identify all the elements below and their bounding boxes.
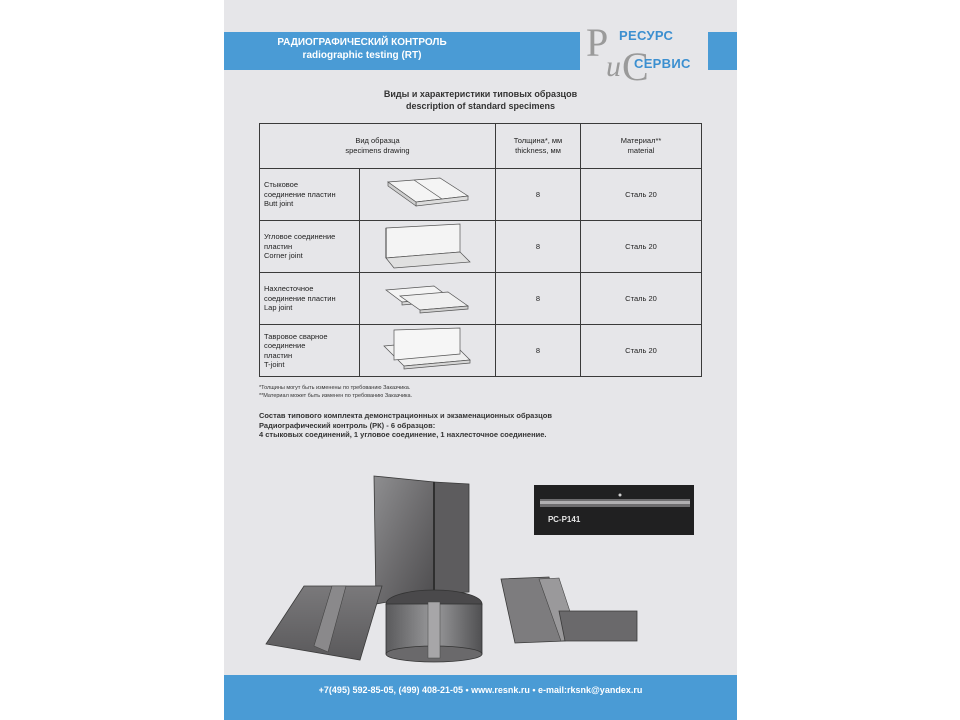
table-header-row xyxy=(260,124,702,169)
lap-plate-photo xyxy=(499,575,639,645)
svg-text:и: и xyxy=(606,50,621,82)
material-value: Сталь 20 xyxy=(581,325,702,377)
header-thickness xyxy=(496,124,581,169)
footnote-material: **Материал может быть изменен по требованию Заказчика. xyxy=(259,393,413,399)
header-title-ru: РАДИОГРАФИЧЕСКИЙ КОНТРОЛЬ xyxy=(277,37,447,48)
kit-composition xyxy=(259,411,552,440)
section-title-ru: Виды и характеристики типовых образцов xyxy=(383,89,578,99)
name-line: Тавровое сварное xyxy=(264,331,328,341)
table-row xyxy=(260,273,702,325)
name-line: T-joint xyxy=(264,360,285,369)
thickness-value: 8 xyxy=(496,221,581,273)
marked-specimen-image xyxy=(534,485,694,535)
name-line: пластин xyxy=(264,241,293,251)
butt-joint-icon xyxy=(380,174,475,214)
table-row xyxy=(260,169,702,221)
thickness-value: 8 xyxy=(496,273,581,325)
name-line: соединение xyxy=(264,341,306,350)
header-material-en: material xyxy=(627,146,655,155)
name-line: соединение пластин xyxy=(264,189,336,199)
header-material xyxy=(581,124,702,169)
header-title-en: radiographic testing (RT) xyxy=(302,50,422,61)
t-joint-icon xyxy=(380,326,475,374)
footer-band xyxy=(224,675,737,720)
name-line: соединение пластин xyxy=(264,293,336,303)
marked-specimen-photo xyxy=(534,485,694,535)
name-line: пластин xyxy=(264,350,293,360)
composition-line: Состав типового комплекта демонстрационных и экзаменационных образцов xyxy=(259,411,552,420)
lap-joint-drawing xyxy=(360,273,496,325)
material-value: Сталь 20 xyxy=(581,221,702,273)
footnote-thickness: *Толщины могут быть изменены по требованию Заказчика. xyxy=(259,385,411,391)
lap-joint-icon xyxy=(380,280,475,316)
specimen-name xyxy=(260,221,360,273)
composition-line: 4 стыковых соединений, 1 угловое соединение, 1 нахлесточное соединение. xyxy=(259,430,547,439)
footnotes xyxy=(259,384,412,400)
t-joint-drawing xyxy=(360,325,496,377)
header-thickness-en: thickness, мм xyxy=(515,146,561,155)
thickness-value: 8 xyxy=(496,325,581,377)
header-drawing-ru: Вид образца xyxy=(355,136,400,145)
lap-plate-image xyxy=(499,575,639,645)
header-band-right xyxy=(708,32,737,70)
header-drawing xyxy=(260,124,496,169)
header-thickness-ru: Толщина*, мм xyxy=(513,136,563,145)
corner-joint-drawing xyxy=(360,221,496,273)
name-line: Стыковое xyxy=(264,180,299,190)
table-row xyxy=(260,221,702,273)
logo-word-top: РЕСУРС xyxy=(619,28,674,43)
name-line: Нахлесточное xyxy=(264,284,314,294)
document-page xyxy=(224,0,737,720)
section-title xyxy=(224,88,737,112)
material-value: Сталь 20 xyxy=(581,169,702,221)
header-title xyxy=(224,36,500,62)
name-line: Butt joint xyxy=(264,199,294,209)
corner-joint-icon xyxy=(380,222,475,270)
logo-word-bottom: СЕРВИС xyxy=(634,56,691,71)
specimens-photo xyxy=(264,474,519,664)
section-title-en: description of standard specimens xyxy=(405,101,556,111)
table-row xyxy=(260,325,702,377)
specimens-photo-image xyxy=(264,474,519,664)
svg-text:С: С xyxy=(622,44,649,82)
name-line: Lap joint xyxy=(264,303,293,313)
composition-line: Радиографический контроль (РК) - 6 образцов: xyxy=(259,420,436,430)
specimen-name xyxy=(260,169,360,221)
footer-contacts: +7(495) 592-85-05, (499) 408-21-05 • www.resnk.ru • e-mail:rksnk@yandex.ru xyxy=(318,685,643,695)
name-line: Угловое соединение xyxy=(264,232,336,242)
butt-joint-drawing xyxy=(360,169,496,221)
specimen-name xyxy=(260,325,360,377)
header-drawing-en: specimens drawing xyxy=(345,146,410,155)
specimen-name xyxy=(260,273,360,325)
svg-text:Р: Р xyxy=(586,20,609,65)
specimen-marking: РС-Р141 xyxy=(548,515,581,524)
thickness-value: 8 xyxy=(496,169,581,221)
material-value: Сталь 20 xyxy=(581,273,702,325)
name-line: Corner joint xyxy=(264,251,303,261)
specimens-table xyxy=(259,123,702,377)
header-material-ru: Материал** xyxy=(620,136,662,145)
company-logo xyxy=(584,18,709,82)
